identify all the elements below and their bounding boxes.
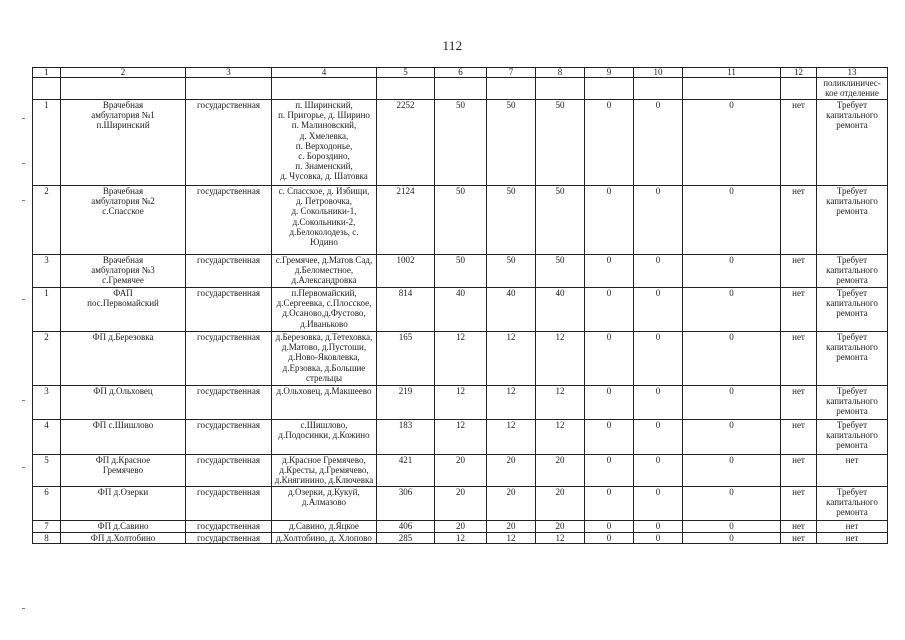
table-cell <box>634 78 683 100</box>
table-cell: 12 <box>536 533 585 544</box>
cell-text-line: капитального <box>826 298 878 309</box>
table-cell: 40 <box>435 288 487 332</box>
cell-text-line: д. Чусовка, д. Шатовка <box>280 171 368 182</box>
cell-text-line: п. Знаменский, <box>295 161 353 172</box>
table-cell: ФП д.Ольховец <box>61 386 186 420</box>
cell-text-line: ремонта <box>836 206 868 217</box>
cell-text-line: капитального <box>826 265 878 276</box>
cell-text-line: д.Алмазово <box>301 497 347 508</box>
cell-text-line: ремонта <box>836 406 868 417</box>
table-cell: нет <box>781 521 817 533</box>
cell-text-line: с. Спасское, д. Избищи, <box>278 186 370 196</box>
cell-text-line: Требует <box>836 100 868 110</box>
table-row <box>33 186 888 255</box>
table-row <box>33 386 888 420</box>
table-cell <box>272 186 377 255</box>
column-number-cell: 12 <box>781 68 817 78</box>
table-cell: 20 <box>536 521 585 533</box>
table-cell: государственная <box>186 288 272 332</box>
cell-text-line: ремонта <box>836 440 868 451</box>
cell-text-line: п. Пригорье, д. Ширино <box>278 110 370 121</box>
table-cell: нет <box>781 533 817 544</box>
table-cell: 50 <box>536 100 585 186</box>
margin-mark <box>22 163 25 164</box>
table-row <box>33 521 888 533</box>
table-cell: 50 <box>487 100 536 186</box>
table-cell <box>817 288 888 332</box>
table-cell: 165 <box>377 332 435 386</box>
table-cell <box>435 78 487 100</box>
table-cell: ФП д.Березовка <box>61 332 186 386</box>
cell-text-line: д. Хмелевка, <box>299 130 349 141</box>
cell-text-line: ремонта <box>836 308 868 319</box>
table-cell <box>817 420 888 455</box>
column-number-cell: 10 <box>634 68 683 78</box>
table-cell: 5 <box>33 455 61 487</box>
table-cell <box>272 487 377 521</box>
table-cell: 0 <box>585 255 634 288</box>
column-number-row <box>33 68 888 78</box>
table-cell: нет <box>781 332 817 386</box>
table-cell: 0 <box>634 100 683 186</box>
table-cell: 2124 <box>377 186 435 255</box>
table-cell: нет <box>817 533 888 544</box>
table-cell: 0 <box>683 186 781 255</box>
table-cell: 50 <box>435 255 487 288</box>
cell-text-line: капитального <box>826 110 878 121</box>
table-cell <box>61 288 186 332</box>
table-cell: 1 <box>33 100 61 186</box>
table-cell: 0 <box>585 386 634 420</box>
cell-text-line: Юдино <box>310 237 338 248</box>
table-cell: нет <box>781 186 817 255</box>
cell-text-line: капитального <box>826 196 878 207</box>
table-cell <box>272 100 377 186</box>
table-cell: 50 <box>536 255 585 288</box>
table-cell <box>61 100 186 186</box>
cell-text-line: ремонта <box>836 507 868 518</box>
table-cell: 50 <box>536 186 585 255</box>
table-row <box>33 78 888 100</box>
cell-text-line: амбулатория №3 <box>91 265 155 276</box>
cell-text-line: д.Ново-Яковлевка, <box>288 352 360 363</box>
cell-text-line: Врачебная <box>102 255 144 265</box>
cell-text-line: Врачебная <box>102 186 144 196</box>
cell-text-line: Требует <box>836 288 868 298</box>
table-cell: ФП д.Савино <box>61 521 186 533</box>
cell-text-line: Требует <box>836 255 868 265</box>
cell-text-line: Требует <box>836 420 868 430</box>
table-cell: 0 <box>634 521 683 533</box>
table-cell: 20 <box>435 487 487 521</box>
cell-text-line: д.Озерки, д.Кукуй, <box>288 487 360 497</box>
table-cell: 50 <box>487 255 536 288</box>
cell-text-line: Требует <box>836 332 868 342</box>
table-cell: 0 <box>683 288 781 332</box>
column-number-cell: 6 <box>435 68 487 78</box>
table-cell: 12 <box>487 533 536 544</box>
table-row <box>33 533 888 544</box>
table-cell: 12 <box>435 533 487 544</box>
table-cell: 12 <box>487 386 536 420</box>
margin-mark <box>22 467 25 468</box>
table-cell: нет <box>781 420 817 455</box>
table-cell <box>272 332 377 386</box>
table-cell: 0 <box>634 288 683 332</box>
table-cell: нет <box>781 288 817 332</box>
table-cell: 219 <box>377 386 435 420</box>
table-cell <box>61 186 186 255</box>
cell-text-line: ремонта <box>836 275 868 286</box>
table-cell: государственная <box>186 332 272 386</box>
table-cell: 20 <box>435 521 487 533</box>
table-cell: 0 <box>634 533 683 544</box>
table-cell: 12 <box>487 420 536 455</box>
table-row <box>33 455 888 487</box>
table-cell <box>781 78 817 100</box>
cell-text-line: д.Осаново,д.Фустово, <box>282 308 366 319</box>
margin-mark <box>22 299 25 300</box>
table-cell <box>272 420 377 455</box>
table-cell: 0 <box>683 255 781 288</box>
table-cell: 285 <box>377 533 435 544</box>
table-cell: 20 <box>435 455 487 487</box>
table-cell: 6 <box>33 487 61 521</box>
table-cell <box>817 255 888 288</box>
table-cell: государственная <box>186 455 272 487</box>
table-cell <box>536 78 585 100</box>
table-cell: ФП д.Озерки <box>61 487 186 521</box>
table-cell: 0 <box>634 487 683 521</box>
cell-text-line: п. Верходонье, <box>295 140 353 151</box>
table-row <box>33 332 888 386</box>
cell-text-line: ремонта <box>836 352 868 363</box>
column-number-cell: 11 <box>683 68 781 78</box>
cell-text-line: д.Княгинино, д.Ключевка <box>274 475 374 486</box>
table-cell: государственная <box>186 255 272 288</box>
cell-text-line: д.Беломестное, <box>294 265 354 276</box>
table-cell: 0 <box>634 455 683 487</box>
table-cell <box>61 78 186 100</box>
table-cell: 3 <box>33 255 61 288</box>
table-cell <box>33 78 61 100</box>
table-cell: 0 <box>683 100 781 186</box>
table-cell <box>61 255 186 288</box>
table-cell: 0 <box>683 386 781 420</box>
table-cell: 1 <box>33 288 61 332</box>
table-cell: 20 <box>536 455 585 487</box>
table-cell: 0 <box>634 255 683 288</box>
cell-text-line: капитального <box>826 342 878 353</box>
table-cell: 12 <box>536 420 585 455</box>
cell-text-line: п.Ширинский <box>96 120 150 131</box>
table-cell <box>817 186 888 255</box>
cell-text-line: ФАП <box>113 288 133 298</box>
cell-text-line: с. Бороздино, <box>298 151 350 162</box>
cell-text-line: Гремячево <box>102 465 144 476</box>
column-number-cell: 2 <box>61 68 186 78</box>
table-cell: государственная <box>186 186 272 255</box>
table-cell: государственная <box>186 487 272 521</box>
table-cell: 12 <box>435 386 487 420</box>
cell-text-line: с.Спасское <box>102 206 144 217</box>
table-cell: нет <box>817 455 888 487</box>
data-table <box>32 67 888 544</box>
table-cell <box>61 455 186 487</box>
cell-text-line: д.Иваньково <box>300 318 348 329</box>
cell-text-line: Требует <box>836 487 868 497</box>
cell-text-line: Требует <box>836 386 868 396</box>
table-cell <box>272 288 377 332</box>
table-cell: 183 <box>377 420 435 455</box>
table-cell: 12 <box>536 386 585 420</box>
table-cell: 0 <box>585 288 634 332</box>
cell-text-line: д. Петровочка, <box>295 196 353 207</box>
table-cell: 8 <box>33 533 61 544</box>
margin-mark <box>22 118 25 119</box>
cell-text-line: Врачебная <box>102 100 144 110</box>
cell-text-line: с.Шишлово, <box>300 420 348 430</box>
table-cell <box>817 100 888 186</box>
table-cell: нет <box>817 521 888 533</box>
table-cell: 0 <box>683 533 781 544</box>
column-number-cell: 8 <box>536 68 585 78</box>
table-cell: 0 <box>683 332 781 386</box>
table-cell: 2 <box>33 332 61 386</box>
cell-text-line: д.Красное Гремячево, <box>282 455 366 465</box>
cell-text-line: Требует <box>836 186 868 196</box>
cell-text-line: ремонта <box>836 120 868 131</box>
table-cell: 0 <box>683 420 781 455</box>
table-cell: 0 <box>634 332 683 386</box>
table-cell: д.Савино, д.Яцкое <box>272 521 377 533</box>
table-cell: 20 <box>487 455 536 487</box>
cell-text-line: капитального <box>826 497 878 508</box>
table-cell <box>817 78 888 100</box>
cell-text-line: ФП д.Красное <box>95 455 151 465</box>
table-row <box>33 100 888 186</box>
table-cell: 20 <box>487 487 536 521</box>
table-cell: 0 <box>634 186 683 255</box>
table-cell: 0 <box>585 186 634 255</box>
table-cell: 20 <box>487 521 536 533</box>
column-number-cell: 1 <box>33 68 61 78</box>
table-cell: государственная <box>186 533 272 544</box>
table-cell: 306 <box>377 487 435 521</box>
cell-text-line: п. Малиновский, <box>291 120 357 131</box>
table-cell <box>817 332 888 386</box>
margin-mark <box>22 400 25 401</box>
table-row <box>33 255 888 288</box>
table-cell: государственная <box>186 100 272 186</box>
table-row <box>33 420 888 455</box>
cell-text-line: амбулатория №1 <box>91 110 155 121</box>
table-cell: 4 <box>33 420 61 455</box>
table-cell: государственная <box>186 420 272 455</box>
cell-text-line: пос.Первомайский <box>87 298 159 309</box>
table-cell: нет <box>781 386 817 420</box>
table-cell <box>817 487 888 521</box>
cell-text-line: д.Матово, д.Пустоши, <box>281 342 367 353</box>
table-cell <box>272 78 377 100</box>
cell-text-line: капитального <box>826 396 878 407</box>
table-cell: 0 <box>585 533 634 544</box>
table-cell <box>585 78 634 100</box>
table-cell: 0 <box>683 521 781 533</box>
cell-text-line: д.Сергеевка, с.Плосское, <box>276 298 372 309</box>
table-cell: 1002 <box>377 255 435 288</box>
table-cell: 12 <box>487 332 536 386</box>
table-cell: 12 <box>536 332 585 386</box>
cell-text-line: д.Березовка, д.Тетеховка, <box>275 332 373 342</box>
table-cell: 40 <box>536 288 585 332</box>
table-cell <box>683 78 781 100</box>
table-row <box>33 288 888 332</box>
cell-text-line: п. Ширинский, <box>295 100 353 110</box>
table-cell <box>186 78 272 100</box>
table-cell: 421 <box>377 455 435 487</box>
table-cell: 20 <box>536 487 585 521</box>
column-number-cell: 5 <box>377 68 435 78</box>
table-cell: 406 <box>377 521 435 533</box>
page-number: 112 <box>442 38 463 53</box>
cell-text-line: с.Гремячее, д.Матов Сад, <box>275 255 373 265</box>
table-cell: ФП с.Шишлово <box>61 420 186 455</box>
table-cell: д.Ольховец, д.Макшеево <box>272 386 377 420</box>
table-cell <box>817 386 888 420</box>
table-cell: 0 <box>585 487 634 521</box>
cell-text-line: стрельцы <box>306 372 342 383</box>
table-cell: 0 <box>585 100 634 186</box>
table-cell: нет <box>781 100 817 186</box>
table-cell: 0 <box>634 420 683 455</box>
table-cell: 0 <box>634 386 683 420</box>
cell-text-line: д.Кресты, д.Гремячево, <box>279 465 369 476</box>
table-cell: 12 <box>435 420 487 455</box>
cell-text-line: д.Александровка <box>291 275 357 286</box>
column-number-cell: 9 <box>585 68 634 78</box>
table-cell: нет <box>781 455 817 487</box>
table-cell: 0 <box>585 455 634 487</box>
cell-text-line: д.Белоколодезь, с. <box>289 226 359 237</box>
table-cell: 814 <box>377 288 435 332</box>
column-number-cell: 3 <box>186 68 272 78</box>
table-cell: 3 <box>33 386 61 420</box>
table-cell: 2 <box>33 186 61 255</box>
table-cell: ФП д.Холтобино <box>61 533 186 544</box>
table-cell: 50 <box>487 186 536 255</box>
table-cell: 7 <box>33 521 61 533</box>
table-cell <box>272 255 377 288</box>
table-cell: государственная <box>186 386 272 420</box>
table-cell: 0 <box>585 420 634 455</box>
table-cell: 0 <box>683 455 781 487</box>
table-cell: 0 <box>585 332 634 386</box>
margin-mark <box>22 200 25 201</box>
table-cell <box>272 455 377 487</box>
table-cell: 2252 <box>377 100 435 186</box>
column-number-cell: 7 <box>487 68 536 78</box>
table-cell: 40 <box>487 288 536 332</box>
cell-text-line: д.Ерзовка, д.Большие <box>282 362 366 373</box>
cell-text-line: д. Сокольники-1, <box>291 206 357 217</box>
table-cell <box>377 78 435 100</box>
cell-text-line: п.Первомайский, <box>291 288 357 298</box>
table-cell: д.Холтобино, д. Хлопово <box>272 533 377 544</box>
table-cell: 0 <box>683 487 781 521</box>
table-cell: 12 <box>435 332 487 386</box>
column-number-cell: 4 <box>272 68 377 78</box>
cell-text-line: кое отделение <box>825 88 879 99</box>
column-number-cell: 13 <box>817 68 888 78</box>
cell-text-line: д.Подосинки, д.Кожино <box>278 430 370 441</box>
table-cell: нет <box>781 255 817 288</box>
table-cell <box>487 78 536 100</box>
table-row <box>33 487 888 521</box>
table-cell: нет <box>781 487 817 521</box>
cell-text-line: с.Гремячее <box>102 275 144 286</box>
cell-text-line: капитального <box>826 430 878 441</box>
table-cell: государственная <box>186 521 272 533</box>
margin-mark <box>22 608 25 609</box>
cell-text-line: д.Сокольники-2, <box>292 216 356 227</box>
cell-text-line: амбулатория №2 <box>91 196 155 207</box>
table-cell: 50 <box>435 186 487 255</box>
cell-text-line: поликлиничес- <box>823 78 881 88</box>
table-cell: 50 <box>435 100 487 186</box>
table-cell: 0 <box>585 521 634 533</box>
